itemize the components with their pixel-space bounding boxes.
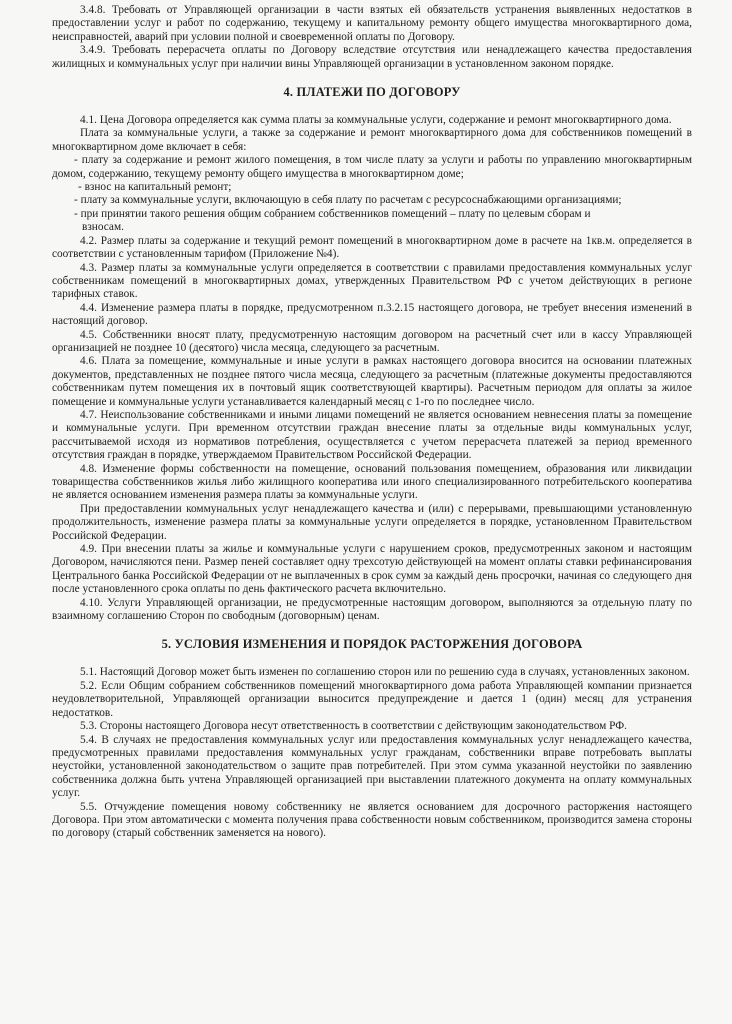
section-5-title: 5. УСЛОВИЯ ИЗМЕНЕНИЯ И ПОРЯДОК РАСТОРЖЕНИЯ ДОГОВОРА: [161, 637, 583, 652]
clause-4-8-quality: При предоставлении коммунальных услуг ненадлежащего качества и (или) с перерывами, превышающими установленную продолжительность, изменение размера платы за коммунальные услуги определяется в порядке, установленном Правительством Российской Федерации.: [52, 502, 692, 542]
bullet-target-fees: - при принятии такого решения общим собранием собственников помещений – плату по целевым сборам и: [74, 207, 591, 220]
clause-4-6: 4.6. Плата за помещение, коммунальные и иные услуги в рамках настоящего договора вносится на основании платежных документов, представленных не позднее пятого числа месяца, следующего за расчетным (платежные документы предоставляются собственникам путем помещения их в почтовый ящик соответствующей квартиры). Расчетным периодом для оплаты за жилое помещение и коммунальные услуги устанавливается календарный месяц с 1-го по последнее число.: [52, 355, 692, 408]
clause-4-9: 4.9. При внесении платы за жилье и коммунальные услуги с нарушением сроков, предусмотренных законом и настоящим Договором, начисляются пени. Размер пеней составляет одну трехсотую действующей на момент оплаты ставки рефинансирования Центрального банка Российской Федерации от не выплаченных в срок сумм за каждый день просрочки, начиная со следующего дня после установленного срока оплаты по день фактического расчета включительно.: [52, 543, 692, 596]
clause-4-4: 4.4. Изменение размера платы в порядке, предусмотренном п.3.2.15 настоящего договора, не требует внесения изменений в настоящий договор.: [52, 301, 692, 328]
clause-4-1: 4.1. Цена Договора определяется как сумма платы за коммунальные услуги, содержание и ремонт многоквартирного дома.: [80, 114, 672, 127]
clause-5-3: 5.3. Стороны настоящего Договора несут ответственность в соответствии с действующим законодательством РФ.: [80, 720, 627, 733]
clause-4-10: 4.10. Услуги Управляющей организации, не предусмотренные настоящим договором, выполняются за отдельную плату по взаимному соглашению Сторон по свободным (договорным) ценам.: [52, 596, 692, 623]
clause-4-7: 4.7. Неиспользование собственниками и иными лицами помещений не является основанием невнесения платы за помещение и коммунальные услуги. При временном отсутствии граждан внесение платы за отдельные виды коммунальных услуг, рассчитываемой исходя из нормативов потребления, осуществляется с учетом перерасчета платежей за период временного отсутствия граждан в порядке, утверждаемом Правительством Российской Федерации.: [52, 408, 692, 462]
bullet-target-fees-cont: взносам.: [82, 221, 124, 234]
bullet-maintenance-fee: - плату за содержание и ремонт жилого помещения, в том числе плату за услуги и работы по управлению многоквартирным домом, содержанию, текущему ремонту общего имущества в многоквартирном доме;: [52, 154, 692, 180]
clause-4-5: 4.5. Собственники вносят плату, предусмотренную настоящим договором на расчетный счет или в кассу Управляющей организацией не позднее 10 (десятого) числа месяца, следующего за расчетным.: [52, 328, 692, 354]
clause-3-4-9: 3.4.9. Требовать перерасчета оплаты по Договору вследствие отсутствия или ненадлежащего качества предоставления жилищных и коммунальных услуг при наличии вины Управляющей организации в установленном законом порядке.: [52, 44, 692, 70]
clause-5-5: 5.5. Отчуждение помещения новому собственнику не является основанием для досрочного расторжения настоящего Договора. При этом автоматически с момента получения права собственности новым собственником, производится замена стороны по договору (старый собственник заменяется на нового).: [52, 800, 692, 840]
clause-5-1: 5.1. Настоящий Договор может быть изменен по соглашению сторон или по решению суда в случаях, установленных законом.: [80, 666, 690, 679]
clause-5-4: 5.4. В случаях не предоставления коммунальных услуг или предоставления коммунальных услуг ненадлежащего качества, предусмотренных правилами предоставления коммунальных услуг гражданам, собственники вправе потребовать выплаты неустойки, установленной законодательством о защите прав потребителей. При этом сумма указанной неустойки по заявлению собственника должна быть учтена Управляющей организацией при выставлении платежного документа на оплату коммунальных услуг.: [52, 733, 692, 800]
bullet-utilities-fee: - плату за коммунальные услуги, включающую в себя плату по расчетам с ресурсоснабжающими организациями;: [74, 194, 622, 207]
bullet-capital-repair: - взнос на капитальный ремонт;: [78, 181, 232, 194]
clause-4-3: 4.3. Размер платы за коммунальные услуги определяется в соответствии с правилами предоставления коммунальных услуг собственникам помещений в многоквартирных домах, утвержденных Правительством РФ с учетом действующих в регионе тарифных ставок.: [52, 261, 692, 301]
clause-3-4-8: 3.4.8. Требовать от Управляющей организации в части взятых ей обязательств устранения выявленных недостатков в предоставлении услуг и работ по содержанию, текущему и капитальному ремонту общего имущества многоквартирного дома, неисправностей, аварий при условии полной и своевременной оплаты по Договору.: [52, 4, 692, 43]
clause-5-2: 5.2. Если Общим собранием собственников помещений многоквартирного дома работа Управляющей компании признается неудовлетворительной, Управляющей организации выносится предупреждение и дается 1 (один) месяц для устранения недостатков.: [52, 679, 692, 719]
clause-4-2: 4.2. Размер платы за содержание и текущий ремонт помещений в многоквартирном доме в расчете на 1кв.м. определяется в соответствии с установленным тарифом (Приложение №4).: [52, 234, 692, 261]
section-4-title: 4. ПЛАТЕЖИ ПО ДОГОВОРУ: [283, 85, 461, 100]
clause-4-1-includes: Плата за коммунальные услуги, а также за содержание и ремонт многоквартирного дома для собственников помещений в многоквартирном доме включает в себя:: [52, 127, 692, 153]
clause-4-8: 4.8. Изменение формы собственности на помещение, оснований пользования помещением, образования или ликвидации товарищества собственников жилья либо жилищного кооператива или иного специализированного потребительского кооператива не является основанием изменения размера платы за коммунальные услуги.: [52, 462, 692, 502]
